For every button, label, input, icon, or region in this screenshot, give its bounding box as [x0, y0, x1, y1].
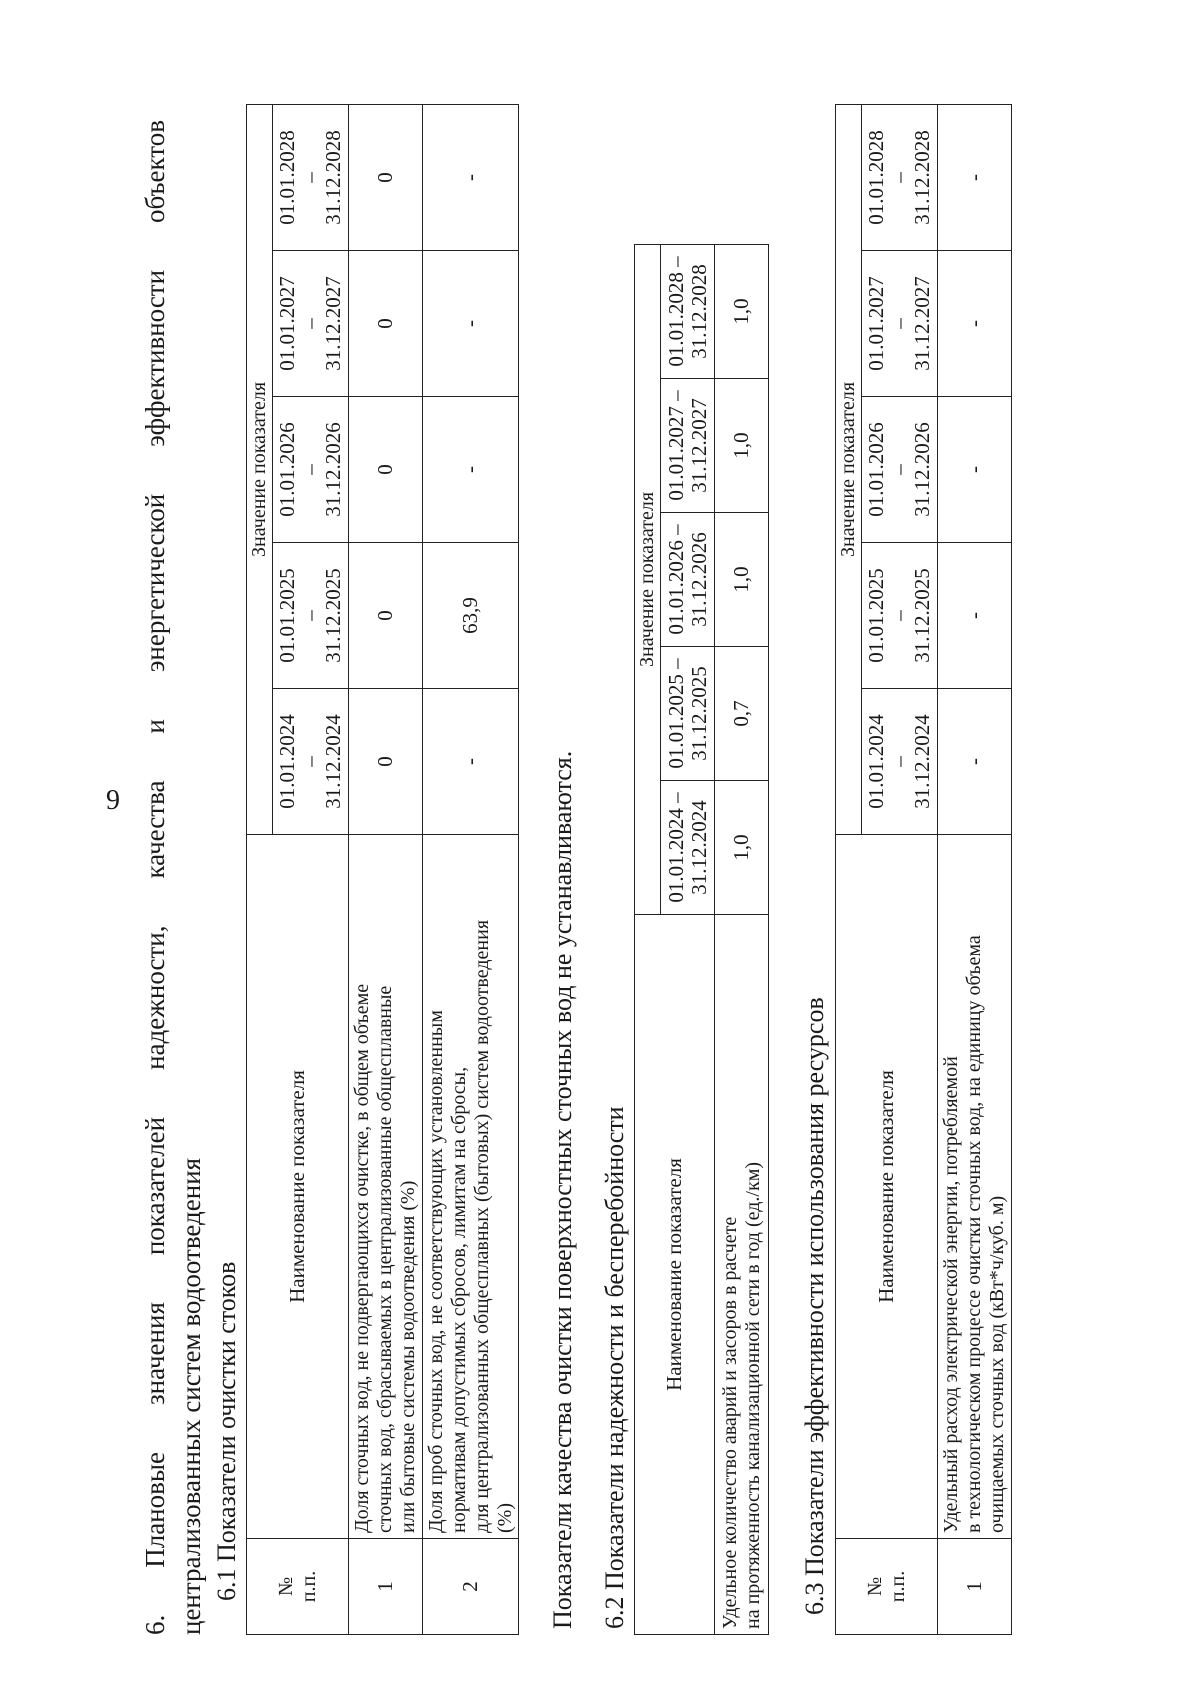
subsection-6-3-title: 6.3 Показатели эффективности использования ресурсов: [800, 997, 829, 1615]
indicator-name: Доля сточных вод, не подвергающихся очистке, в общем объеме сточных вод, сбрасываемых в централизованные общесплавные или бытовые системы водоотведения (%): [349, 835, 423, 1539]
indicator-value: 0,7: [715, 647, 769, 781]
col-header-value-group: Значение показателя: [635, 244, 661, 914]
table-row: [938, 104, 1012, 1634]
period-header: 01.01.2025 – 31.12.2025: [273, 543, 349, 689]
period-header: 01.01.2024 – 31.12.2024: [661, 781, 715, 915]
col-header-num-line1: №: [274, 1576, 297, 1597]
table-6-2: [634, 244, 769, 1635]
indicator-value: 0: [349, 397, 423, 543]
row-number: 2: [423, 1539, 519, 1635]
indicator-name: Удельный расход электрической энергии, потребляемой в технологическом процессе очистки сточных вод, на единицу объема очищаемых сточных вод (кВт*ч/куб. м): [938, 835, 1012, 1539]
indicator-value: 1,0: [715, 379, 769, 513]
page-number: 9: [106, 785, 120, 816]
period-header: 01.01.2025 – 31.12.2025: [862, 543, 938, 689]
period-header: 01.01.2027 – 31.12.2027: [661, 379, 715, 513]
indicator-value: -: [938, 689, 1012, 835]
col-header-name: Наименование показателя: [836, 835, 938, 1539]
col-header-num: [247, 1539, 349, 1635]
rotated-page-content: [130, 75, 1130, 1635]
indicator-name: Доля проб сточных вод, не соответствующих установленным нормативам допустимых сбросов, лимитам на сбросы, для централизованных общесплавных (бытовых) систем водоотведения (%): [423, 835, 519, 1539]
period-header: 01.01.2025 – 31.12.2025: [661, 647, 715, 781]
table-row: [349, 104, 423, 1634]
col-header-name: Наименование показателя: [247, 835, 349, 1539]
indicator-value: 0: [349, 543, 423, 689]
indicator-value: -: [938, 104, 1012, 250]
section-heading: 6. Плановые значения показателей надежности, качества и энергетической эффективности объектов: [140, 120, 170, 1635]
row-number: 1: [349, 1539, 423, 1635]
indicator-value: -: [938, 251, 1012, 397]
indicator-value: -: [938, 397, 1012, 543]
period-header: 01.01.2027 – 31.12.2027: [273, 251, 349, 397]
col-header-num: [836, 1539, 938, 1635]
period-header: 01.01.2024 – 31.12.2024: [273, 689, 349, 835]
indicator-value: -: [938, 543, 1012, 689]
indicator-value: 0: [349, 689, 423, 835]
col-header-num-line1: №: [863, 1576, 886, 1597]
indicator-value: 0: [349, 104, 423, 250]
indicator-value: 1,0: [715, 513, 769, 647]
table-6-2-header-row: [635, 244, 661, 1634]
indicator-value: 0: [349, 251, 423, 397]
indicator-value: 1,0: [715, 781, 769, 915]
table-6-1: [246, 104, 519, 1635]
indicator-value: -: [423, 251, 519, 397]
period-header: 01.01.2028 – 31.12.2028: [862, 104, 938, 250]
period-header: 01.01.2026 – 31.12.2026: [661, 513, 715, 647]
period-header: 01.01.2028 – 31.12.2028: [661, 244, 715, 378]
section-heading-continued: централизованных систем водоотведения: [176, 1157, 206, 1635]
table-6-3-header-row: [836, 104, 862, 1634]
subsection-6-2-title: 6.2 Показатели надежности и бесперебойности: [600, 1106, 629, 1629]
indicator-name: Удельное количество аварий и засоров в расчете на протяженность канализационной сети в год (ед./км): [715, 915, 769, 1635]
table-6-1-header-row: [247, 104, 273, 1634]
table-row: [715, 244, 769, 1634]
col-header-num-line2: п.п.: [886, 1570, 909, 1603]
period-header: 01.01.2026 – 31.12.2026: [862, 397, 938, 543]
period-header: 01.01.2024 – 31.12.2024: [862, 689, 938, 835]
col-header-name: Наименование показателя: [635, 915, 715, 1635]
col-header-num-line2: п.п.: [297, 1570, 320, 1603]
indicator-value: -: [423, 397, 519, 543]
subsection-6-1-title: 6.1 Показатели очистки стоков: [212, 1261, 241, 1601]
indicator-value: 63,9: [423, 543, 519, 689]
col-header-value-group: Значение показателя: [836, 104, 862, 834]
surface-water-note: Показатели качества очистки поверхностных сточных вод не устанавливаются.: [548, 750, 577, 1629]
indicator-value: 1,0: [715, 244, 769, 378]
indicator-value: -: [423, 104, 519, 250]
row-number: 1: [938, 1539, 1012, 1635]
table-6-3: [835, 104, 1012, 1635]
col-header-value-group: Значение показателя: [247, 104, 273, 834]
period-header: 01.01.2027 – 31.12.2027: [862, 251, 938, 397]
period-header: 01.01.2028 – 31.12.2028: [273, 104, 349, 250]
period-header: 01.01.2026 – 31.12.2026: [273, 397, 349, 543]
indicator-value: -: [423, 689, 519, 835]
table-row: [423, 104, 519, 1634]
